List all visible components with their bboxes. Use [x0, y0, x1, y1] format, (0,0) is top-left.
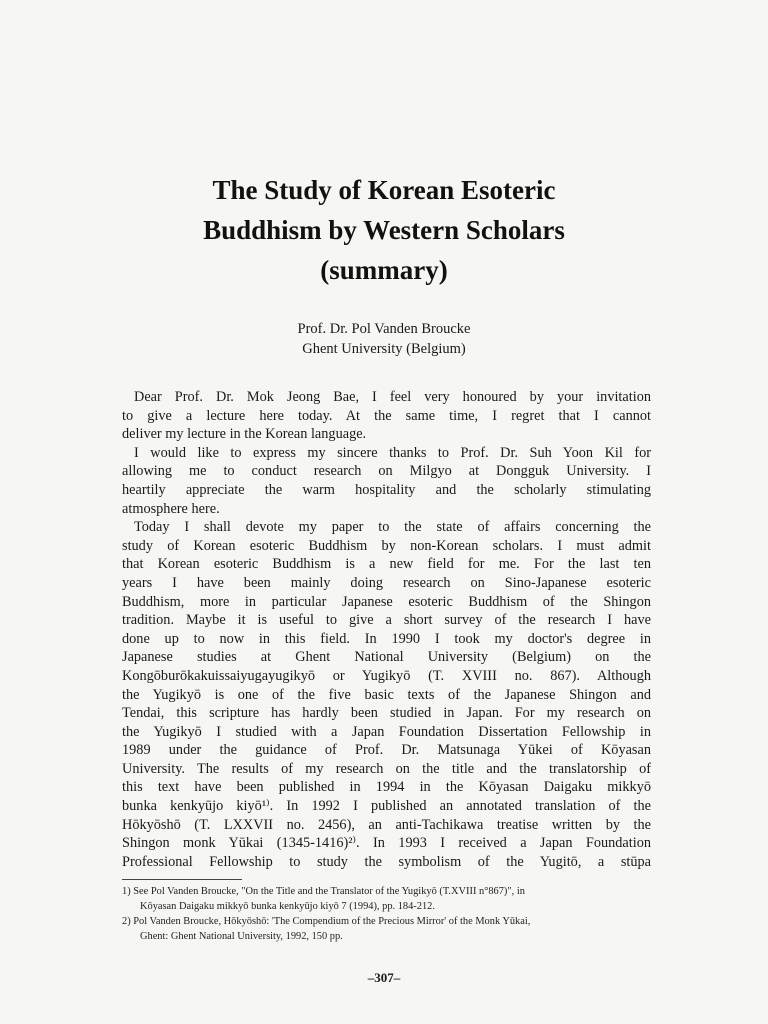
footnote-1-line-1: 1) See Pol Vanden Broucke, "On the Title and the Translator of the Yugikyō (T.XVIII n°867)", in [122, 886, 525, 897]
body-line: Dear Prof. Dr. Mok Jeong Bae, I feel very honoured by your invitation [134, 389, 651, 405]
body-line: University. The results of my research on the title and the translatorship of [122, 760, 651, 777]
body-line: this text have been published in 1994 in the Kōyasan Daigaku mikkyō [122, 779, 651, 796]
body-line: the Yugikyō is one of the five basic texts of the Japanese Shingon and [122, 686, 651, 703]
body-line: bunka kenkyūjo kiyō¹⁾. In 1992 I published an annotated translation of the [122, 798, 651, 815]
body-line: Kongōburōkakuissaiyugayugikyō or Yugikyō (T. XVIII no. 867). Although [122, 667, 651, 684]
body-line: Hōkyōshō (T. LXXVII no. 2456), an anti-Tachikawa treatise written by the [122, 816, 651, 833]
footnote-2-line-1: 2) Pol Vanden Broucke, Hōkyōshō: 'The Compendium of the Precious Mirror' of the Monk Yūkai, [122, 916, 531, 927]
title-line-3: (summary) [320, 255, 448, 285]
title-line-2: Buddhism by Western Scholars [203, 215, 565, 245]
author-block [100, 319, 668, 359]
footnote-1-continuation: Kōyasan Daigaku mikkyō bunka kenkyūjo kiyō 7 (1994), pp. 184-212. [140, 901, 435, 912]
body-line: study of Korean esoteric Buddhism by non-Korean scholars. I must admit [122, 537, 651, 554]
body-line: 1989 under the guidance of Prof. Dr. Matsunaga Yūkei of Kōyasan [122, 742, 651, 759]
body-text [122, 388, 651, 871]
footnote-2-continuation: Ghent: Ghent National University, 1992, 150 pp. [140, 931, 343, 942]
author-affiliation: Ghent University (Belgium) [302, 341, 466, 357]
body-line: Tendai, this scripture has hardly been studied in Japan. For my research on [122, 705, 651, 722]
footnotes [122, 884, 652, 944]
body-line: heartily appreciate the warm hospitality and the scholarly stimulating [122, 481, 651, 498]
body-line: Japanese studies at Ghent National University (Belgium) on the [122, 649, 651, 666]
body-line: tradition. Maybe it is useful to give a short survey of the research I have [122, 612, 651, 629]
paper-title [100, 170, 668, 290]
body-line: deliver my lecture in the Korean language. [122, 426, 367, 443]
footnote-divider [122, 879, 242, 880]
body-line: to give a lecture here today. At the same time, I regret that I cannot [122, 407, 651, 424]
footnote-2-line-2 [122, 929, 652, 944]
page-number: –307– [367, 970, 401, 985]
author-name: Prof. Dr. Pol Vanden Broucke [297, 321, 471, 337]
body-line: Shingon monk Yūkai (1345-1416)²⁾. In 1993 I received a Japan Foundation [122, 835, 651, 852]
body-line: Today I shall devote my paper to the state of affairs concerning the [134, 519, 651, 536]
body-line: Buddhism, more in particular Japanese esoteric Buddhism of the Shingon [122, 593, 651, 610]
body-line: allowing me to conduct research on Milgyo at Dongguk University. I [122, 463, 651, 480]
body-line: the Yugikyō I studied with a Japan Foundation Dissertation Fellowship in [122, 723, 651, 740]
title-line-1: The Study of Korean Esoteric [212, 175, 556, 205]
body-line: years I have been mainly doing research on Sino-Japanese esoteric [122, 574, 651, 591]
body-line: atmosphere here. [122, 500, 220, 517]
body-line: done up to now in this field. In 1990 I took my doctor's degree in [122, 630, 651, 647]
body-line: I would like to express my sincere thanks to Prof. Dr. Suh Yoon Kil for [134, 444, 651, 461]
footnote-1-line-2 [122, 899, 652, 914]
body-line: that Korean esoteric Buddhism is a new field for me. For the last ten [122, 556, 651, 573]
body-line: Professional Fellowship to study the symbolism of the Yugitō, a stūpa [122, 853, 651, 870]
